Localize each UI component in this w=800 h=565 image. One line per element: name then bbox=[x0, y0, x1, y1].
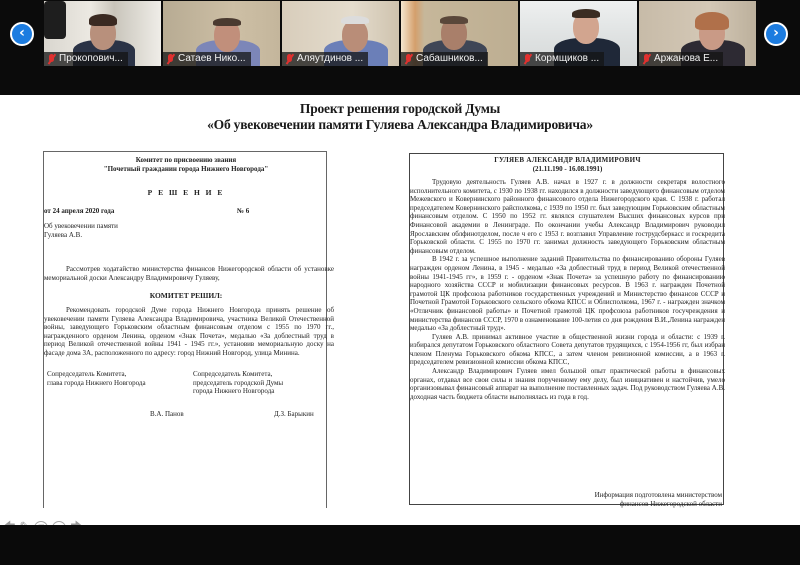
biography-paragraph: Гуляев А.В. принимал активное участие в общественной жизни города и области: с 1939 г. избирался депутатом Горьковского областного Совета депутатов трудящихся, с 1954-1956 гг, был избран членом Пленума Горьковского обкома КПСС, а затем членом ревизионной комиссии, а в 1963 г. председателем ревизионной комиссии обкома КПСС, bbox=[410, 332, 725, 367]
decision-heading: Р Е Ш Е Н И Е bbox=[147, 188, 225, 197]
chevron-right-icon: › bbox=[773, 25, 779, 41]
decision-date: от 24 апреля 2020 года bbox=[44, 207, 115, 215]
signatory-2-name: Д.З. Барыкин bbox=[274, 410, 314, 418]
participant-strip bbox=[0, 0, 800, 95]
biography-paragraph: В 1942 г. за успешное выполнение заданий Правительства по финансированию обороны Гуляев награжден орденом Ленина, в 1945 - медалью «За доблестный труд в период Великой отечественной войны 1941-1945 гг», в 1959 г. - орденом «Знак Почета» за успешную работу по финансированию народного хозяйства СССР и мобилизации финансовых ресурсов. В 1963 г. награжден Почетной грамотой ЦК профсоюза работников государственных учреждений и Министерство финансов СССР и Почетной Грамотой Горьковского сельского обкома КПСС и Облисполкома, 1967 г. - награжден значком «Отличник финансовой работы» и Почетной грамотой ЦК профсоюза работников госучреждения и министерства финансов СССР, 1970 в ознаменование 100-летия со дня рождения В.И.,Ленина награжден медалью «За доблестный труд». bbox=[410, 255, 725, 333]
participant-tile[interactable] bbox=[44, 1, 161, 66]
participant-name-label: Сабашников... bbox=[401, 52, 488, 66]
office-chair bbox=[44, 1, 66, 39]
considered-paragraph: Рассмотрев ходатайство министерства финансов Нижегородской области об установке мемориальной доски Александру Владимировичу Гуляеву, bbox=[44, 265, 334, 282]
biography-footer: Информация подготовлена министерством финансов Нижегородской области bbox=[594, 491, 722, 508]
mic-muted-icon bbox=[404, 54, 413, 64]
mic-muted-icon bbox=[523, 54, 532, 64]
biography-name: ГУЛЯЕВ АЛЕКСАНДР ВЛАДИМИРОВИЧ bbox=[494, 156, 641, 164]
signatory-2-title: Сопредседатель Комитета, председатель городской Думы города Нижнего Новгорода bbox=[193, 370, 284, 395]
slide-title: Проект решения городской Думы «Об увековечении памяти Гуляева Александра Владимировича» bbox=[207, 101, 593, 132]
participant-name-label: Аржанова Е... bbox=[639, 52, 723, 66]
committee-name: Комитет по присвоению звания "Почетный гражданин города Нижнего Новгорода" bbox=[103, 156, 269, 173]
next-participants-button[interactable] bbox=[764, 22, 788, 46]
participant-tile[interactable] bbox=[520, 1, 637, 66]
shared-screen-slide bbox=[0, 95, 800, 525]
mic-muted-icon bbox=[285, 54, 294, 64]
participant-name-label: Прокопович... bbox=[44, 52, 128, 66]
biography-paragraph: Александр Владимирович Гуляев имел большой опыт практической работы в финансовых органах, отдавал все свои силы и знания порученному ему делу, был инициативен и настойчив, умело организовывал финансовый аппарат на выполнение поставленных задач. Под руководством Гуляева А.В. доходная часть бюджета области выполнялась из года в год. bbox=[410, 367, 725, 401]
participant-tile[interactable] bbox=[401, 1, 518, 66]
biography-document bbox=[409, 153, 725, 508]
bottom-black-bar bbox=[0, 525, 800, 565]
participant-tile[interactable] bbox=[282, 1, 399, 66]
participant-name-label: Аляутдинов ... bbox=[282, 52, 368, 66]
biography-body bbox=[410, 178, 726, 401]
decision-number: № 6 bbox=[237, 207, 250, 215]
participant-name-label: Сатаев Нико... bbox=[163, 52, 251, 66]
biography-dates: (21.11.190 - 16.08.1991) bbox=[532, 165, 603, 173]
biography-paragraph: Трудовую деятельность Гуляев А.В. начал в 1927 г. в должности секретаря волостного исполнительного комитета, с 1930 по 1938 гг. находился в должности заведующего финансовым отделом Межевского и Ковернинского районного финансового отдела Нижегородского края. С 1938 г. работал председателем Ковернинского райсполкома, с 1939 по 1950 гг. был заведующим Горьковским областным финансовым отделом. С 1950 по 1952 гг. являлся слушателем Высших финансовых курсов при Финансовой академии в Ленинграде. По окончании учебы Александр Владимирович руководил Ярославским облфинотделом, после ч его с 1953 г. возглавил Управление гострудсберкасс и госкредита Горьковской области. С 1955 по 1970 гг. занимал должность заведующего Горьковским областным финансовым отделом. bbox=[410, 178, 725, 255]
previous-participants-button[interactable] bbox=[10, 22, 34, 46]
recommendation-paragraph: Рекомендовать городской Думе города Нижнего Новгорода принять решение об увековечении памяти Гуляева Александра Владимировича, участника Великой Отечественной войны, заведующего Горьковским областным финансовым отделом с 1955 по 1970 гг., награжденного орденом Ленина, орденом «Знак Почета», медалью «За доблестный труд в период Великой отечественной войны 1941 - 1945 гг.», установив мемориальную доску на фасаде дома 3А, расположенного по адресу: город Нижний Новгород, улица Минина. bbox=[44, 306, 334, 357]
participant-tile[interactable] bbox=[639, 1, 756, 66]
mic-muted-icon bbox=[166, 54, 175, 64]
mic-muted-icon bbox=[47, 54, 56, 64]
participant-name-label: Кормщиков ... bbox=[520, 52, 604, 66]
committee-decision-document bbox=[43, 151, 334, 508]
participant-tile[interactable] bbox=[163, 1, 280, 66]
committee-decided-heading: КОМИТЕТ РЕШИЛ: bbox=[149, 291, 223, 300]
signatory-1-name: В.А. Панов bbox=[150, 410, 184, 418]
chevron-left-icon: ‹ bbox=[19, 25, 25, 41]
signatory-1-title: Сопредседатель Комитета, глава города Нижнего Новгорода bbox=[47, 370, 146, 387]
mic-muted-icon bbox=[642, 54, 651, 64]
decision-subject: Об увековечении памяти Гуляева А.В. bbox=[44, 222, 118, 239]
